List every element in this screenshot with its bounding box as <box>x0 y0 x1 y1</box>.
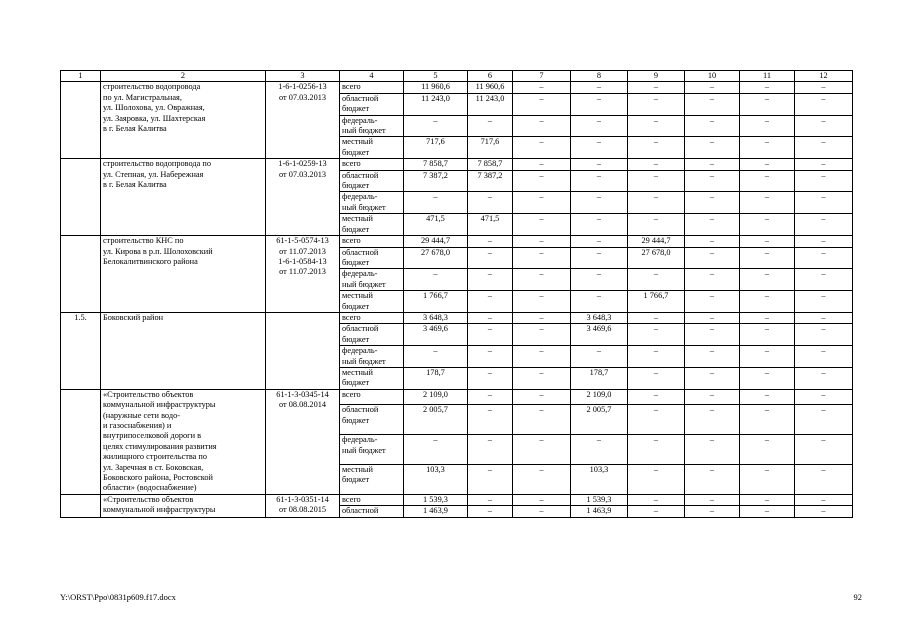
amount-cell: – <box>685 159 740 170</box>
amount-cell: – <box>628 159 685 170</box>
amount-cell: 1 463,9 <box>404 506 468 517</box>
amount-cell: – <box>571 269 628 291</box>
amount-cell: – <box>513 247 571 269</box>
item-document-code: 1-6-1-0259-13 от 07.03.2013 <box>266 159 340 236</box>
amount-cell: – <box>628 506 685 517</box>
amount-cell: 27 678,0 <box>628 247 685 269</box>
amount-cell: – <box>685 269 740 291</box>
funding-source: всего <box>340 159 404 170</box>
amount-cell: – <box>571 159 628 170</box>
amount-cell: – <box>740 346 795 368</box>
funding-source: областной бюджет <box>340 405 404 435</box>
item-name: строительство КНС по ул. Кирова в р.п. Шолоховский Белокалитвинского района <box>101 236 266 313</box>
amount-cell: – <box>795 346 853 368</box>
table-row <box>61 236 853 247</box>
amount-cell: – <box>513 367 571 389</box>
amount-cell: – <box>628 214 685 236</box>
amount-cell: – <box>628 137 685 159</box>
amount-cell: – <box>513 324 571 346</box>
amount-cell: – <box>513 346 571 368</box>
amount-cell: 1 463,9 <box>571 506 628 517</box>
funding-source: федераль- ный бюджет <box>340 346 404 368</box>
funding-source: всего <box>340 82 404 93</box>
amount-cell: – <box>468 247 513 269</box>
amount-cell: 178,7 <box>404 367 468 389</box>
funding-source: всего <box>340 312 404 323</box>
amount-cell: – <box>740 405 795 435</box>
amount-cell: – <box>740 389 795 405</box>
amount-cell: – <box>513 269 571 291</box>
amount-cell: – <box>468 192 513 214</box>
amount-cell: – <box>685 324 740 346</box>
amount-cell: – <box>513 159 571 170</box>
amount-cell: – <box>468 435 513 465</box>
amount-cell: 7 387,2 <box>404 170 468 192</box>
column-header: 3 <box>266 71 340 82</box>
funding-source: федераль- ный бюджет <box>340 115 404 137</box>
amount-cell: – <box>795 269 853 291</box>
item-name: строительство водопровода по ул. Степная, ул. Набережная в г. Белая Калитва <box>101 159 266 236</box>
amount-cell: – <box>685 312 740 323</box>
item-name: строительство водопровода по ул. Магистральная, ул. Шолохова, ул. Овражная, ул. Заяровка, ул. Шахтерская в г. Белая Калитва <box>101 82 266 159</box>
amount-cell: – <box>628 82 685 93</box>
amount-cell: – <box>740 214 795 236</box>
amount-cell: – <box>571 82 628 93</box>
amount-cell: 11 960,6 <box>468 82 513 93</box>
funding-source: областной бюджет <box>340 324 404 346</box>
item-document-code <box>266 312 340 389</box>
amount-cell: – <box>795 465 853 495</box>
amount-cell: – <box>685 494 740 505</box>
amount-cell: – <box>795 137 853 159</box>
amount-cell: – <box>795 291 853 313</box>
funding-source: федераль- ный бюджет <box>340 269 404 291</box>
item-number <box>61 159 101 236</box>
amount-cell: – <box>740 367 795 389</box>
column-header: 4 <box>340 71 404 82</box>
amount-cell: 2 005,7 <box>571 405 628 435</box>
amount-cell: – <box>571 170 628 192</box>
amount-cell: 29 444,7 <box>404 236 468 247</box>
amount-cell: – <box>468 236 513 247</box>
amount-cell: – <box>740 435 795 465</box>
amount-cell: – <box>513 435 571 465</box>
amount-cell: – <box>571 115 628 137</box>
amount-cell: – <box>685 192 740 214</box>
column-header: 11 <box>740 71 795 82</box>
funding-source: федераль- ный бюджет <box>340 435 404 465</box>
amount-cell: 1 539,3 <box>571 494 628 505</box>
column-header: 6 <box>468 71 513 82</box>
amount-cell: 11 960,6 <box>404 82 468 93</box>
amount-cell: – <box>571 435 628 465</box>
column-header: 7 <box>513 71 571 82</box>
amount-cell: 1 766,7 <box>628 291 685 313</box>
amount-cell: – <box>740 494 795 505</box>
amount-cell: – <box>685 389 740 405</box>
amount-cell: – <box>795 389 853 405</box>
amount-cell: 3 469,6 <box>404 324 468 346</box>
amount-cell: – <box>685 170 740 192</box>
amount-cell: – <box>740 93 795 115</box>
amount-cell: – <box>513 137 571 159</box>
amount-cell: – <box>795 506 853 517</box>
amount-cell: – <box>513 236 571 247</box>
funding-source: местный бюджет <box>340 137 404 159</box>
funding-source: областной <box>340 506 404 517</box>
table-row <box>61 312 853 323</box>
table-row <box>61 389 853 405</box>
column-header: 8 <box>571 71 628 82</box>
funding-source: местный бюджет <box>340 465 404 495</box>
column-header: 1 <box>61 71 101 82</box>
amount-cell: – <box>628 269 685 291</box>
amount-cell: – <box>513 389 571 405</box>
column-header: 10 <box>685 71 740 82</box>
item-document-code: 1-6-1-0256-13 от 07.03.2013 <box>266 82 340 159</box>
amount-cell: – <box>795 236 853 247</box>
amount-cell: – <box>685 465 740 495</box>
amount-cell: – <box>740 137 795 159</box>
column-header: 12 <box>795 71 853 82</box>
amount-cell: – <box>795 367 853 389</box>
amount-cell: – <box>740 506 795 517</box>
item-document-code: 61-1-3-0351-14 от 08.08.2015 <box>266 494 340 517</box>
funding-source: местный бюджет <box>340 291 404 313</box>
amount-cell: – <box>628 346 685 368</box>
amount-cell: – <box>513 465 571 495</box>
amount-cell: – <box>468 465 513 495</box>
item-number <box>61 82 101 159</box>
amount-cell: – <box>571 93 628 115</box>
amount-cell: 471,5 <box>404 214 468 236</box>
footer-file-path: Y:\ORST\Ppo\0831p609.f17.docx <box>60 592 176 602</box>
amount-cell: 7 387,2 <box>468 170 513 192</box>
amount-cell: 2 109,0 <box>404 389 468 405</box>
amount-cell: 3 648,3 <box>404 312 468 323</box>
amount-cell: – <box>628 405 685 435</box>
amount-cell: – <box>685 82 740 93</box>
amount-cell: – <box>685 346 740 368</box>
amount-cell: 3 648,3 <box>571 312 628 323</box>
amount-cell: – <box>685 291 740 313</box>
amount-cell: – <box>468 291 513 313</box>
amount-cell: – <box>571 291 628 313</box>
amount-cell: – <box>795 494 853 505</box>
amount-cell: – <box>628 389 685 405</box>
amount-cell: 11 243,0 <box>404 93 468 115</box>
amount-cell: – <box>571 137 628 159</box>
amount-cell: – <box>513 192 571 214</box>
amount-cell: – <box>628 170 685 192</box>
amount-cell: – <box>685 367 740 389</box>
amount-cell: – <box>468 115 513 137</box>
amount-cell: – <box>628 324 685 346</box>
item-number <box>61 389 101 494</box>
amount-cell: – <box>468 312 513 323</box>
item-document-code: 61-1-3-0345-14 от 08.08.2014 <box>266 389 340 494</box>
amount-cell: – <box>628 312 685 323</box>
amount-cell: – <box>740 82 795 93</box>
amount-cell: 1 539,3 <box>404 494 468 505</box>
amount-cell: – <box>795 192 853 214</box>
amount-cell: – <box>740 324 795 346</box>
amount-cell: – <box>740 291 795 313</box>
amount-cell: – <box>685 137 740 159</box>
funding-source: областной бюджет <box>340 93 404 115</box>
amount-cell: – <box>795 214 853 236</box>
amount-cell: – <box>685 115 740 137</box>
funding-source: федераль- ный бюджет <box>340 192 404 214</box>
amount-cell: – <box>513 494 571 505</box>
amount-cell: – <box>468 389 513 405</box>
amount-cell: – <box>685 405 740 435</box>
amount-cell: – <box>571 247 628 269</box>
amount-cell: 471,5 <box>468 214 513 236</box>
table-row <box>61 82 853 93</box>
amount-cell: – <box>628 93 685 115</box>
item-number <box>61 236 101 313</box>
funding-source: областной бюджет <box>340 170 404 192</box>
amount-cell: – <box>795 115 853 137</box>
amount-cell: – <box>468 269 513 291</box>
amount-cell: – <box>628 465 685 495</box>
amount-cell: – <box>404 192 468 214</box>
amount-cell: – <box>685 214 740 236</box>
amount-cell: – <box>628 115 685 137</box>
amount-cell: – <box>628 367 685 389</box>
amount-cell: – <box>571 346 628 368</box>
footer-page-number: 92 <box>853 592 862 602</box>
amount-cell: – <box>795 312 853 323</box>
amount-cell: – <box>571 236 628 247</box>
item-name: «Строительство объектов коммунальной инфраструктуры <box>101 494 266 517</box>
amount-cell: 178,7 <box>571 367 628 389</box>
item-name: Боковский район <box>101 312 266 389</box>
amount-cell: – <box>628 435 685 465</box>
amount-cell: 103,3 <box>571 465 628 495</box>
amount-cell: – <box>468 405 513 435</box>
amount-cell: – <box>513 291 571 313</box>
amount-cell: – <box>740 465 795 495</box>
column-header: 5 <box>404 71 468 82</box>
amount-cell: – <box>513 170 571 192</box>
amount-cell: – <box>404 346 468 368</box>
item-number <box>61 494 101 517</box>
funding-source: всего <box>340 236 404 247</box>
amount-cell: – <box>795 247 853 269</box>
amount-cell: 2 109,0 <box>571 389 628 405</box>
item-document-code: 61-1-5-0574-13 от 11.07.2013 1-6-1-0584-13 от 11.07.2013 <box>266 236 340 313</box>
amount-cell: – <box>513 214 571 236</box>
header-row <box>61 71 853 82</box>
amount-cell: 103,3 <box>404 465 468 495</box>
amount-cell: – <box>795 405 853 435</box>
amount-cell: – <box>685 247 740 269</box>
amount-cell: – <box>513 82 571 93</box>
amount-cell: – <box>740 170 795 192</box>
item-name: «Строительство объектов коммунальной инфраструктуры (наружные сети водо- и газоснабжения) и внутрипоселковой дороги в целях стимулирования развития жилищного строительства по ул. Заречная в ст. Боковская, Боковского района, Ростовской области» (водоснабжение) <box>101 389 266 494</box>
amount-cell: – <box>740 247 795 269</box>
amount-cell: 3 469,6 <box>571 324 628 346</box>
amount-cell: – <box>685 236 740 247</box>
amount-cell: – <box>513 312 571 323</box>
amount-cell: – <box>795 170 853 192</box>
amount-cell: – <box>685 506 740 517</box>
amount-cell: – <box>571 192 628 214</box>
amount-cell: – <box>513 506 571 517</box>
amount-cell: – <box>795 93 853 115</box>
table-row <box>61 494 853 505</box>
amount-cell: – <box>468 367 513 389</box>
funding-source: всего <box>340 389 404 405</box>
amount-cell: – <box>468 506 513 517</box>
amount-cell: 7 858,7 <box>404 159 468 170</box>
amount-cell: – <box>628 494 685 505</box>
amount-cell: – <box>740 269 795 291</box>
amount-cell: – <box>468 494 513 505</box>
amount-cell: 717,6 <box>404 137 468 159</box>
item-number: 1.5. <box>61 312 101 389</box>
funding-source: всего <box>340 494 404 505</box>
amount-cell: – <box>740 192 795 214</box>
amount-cell: – <box>571 214 628 236</box>
column-header: 9 <box>628 71 685 82</box>
amount-cell: – <box>468 346 513 368</box>
amount-cell: – <box>513 93 571 115</box>
amount-cell: 11 243,0 <box>468 93 513 115</box>
amount-cell: 1 766,7 <box>404 291 468 313</box>
amount-cell: – <box>795 324 853 346</box>
amount-cell: 2 005,7 <box>404 405 468 435</box>
amount-cell: 29 444,7 <box>628 236 685 247</box>
funding-source: местный бюджет <box>340 214 404 236</box>
amount-cell: 27 678,0 <box>404 247 468 269</box>
amount-cell: – <box>740 312 795 323</box>
amount-cell: – <box>795 82 853 93</box>
amount-cell: – <box>468 324 513 346</box>
amount-cell: – <box>740 159 795 170</box>
amount-cell: – <box>795 435 853 465</box>
amount-cell: – <box>513 115 571 137</box>
amount-cell: – <box>795 159 853 170</box>
amount-cell: 7 858,7 <box>468 159 513 170</box>
column-header: 2 <box>101 71 266 82</box>
amount-cell: – <box>628 192 685 214</box>
amount-cell: – <box>404 269 468 291</box>
amount-cell: – <box>740 115 795 137</box>
amount-cell: – <box>685 435 740 465</box>
financing-table <box>60 70 853 518</box>
table-row <box>61 159 853 170</box>
funding-source: областной бюджет <box>340 247 404 269</box>
amount-cell: – <box>513 405 571 435</box>
amount-cell: 717,6 <box>468 137 513 159</box>
amount-cell: – <box>404 435 468 465</box>
amount-cell: – <box>740 236 795 247</box>
amount-cell: – <box>685 93 740 115</box>
funding-source: местный бюджет <box>340 367 404 389</box>
amount-cell: – <box>404 115 468 137</box>
